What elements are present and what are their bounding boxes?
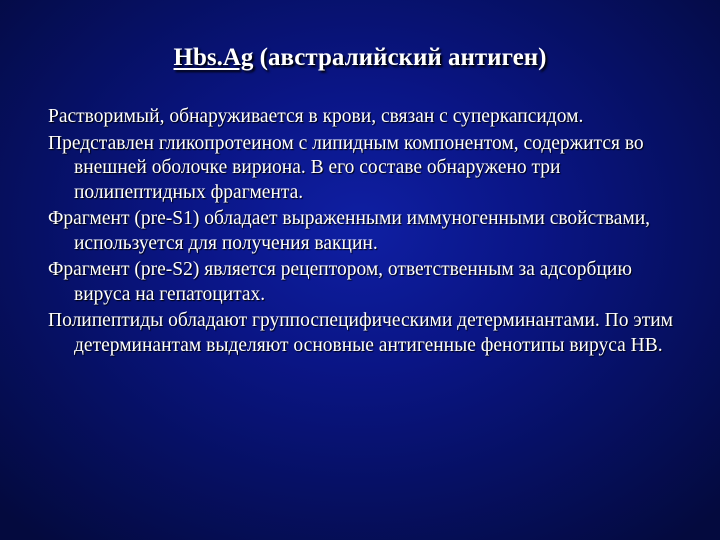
- paragraph-pre-s1: Фрагмент (pre-S1) обладает выраженными иммуногенными свойствами, используется для получения вакцин.: [48, 208, 651, 254]
- paragraph-pre-s2: Фрагмент (pre-S2) является рецептором, ответственным за адсорбцию вируса на гепатоцитах.: [48, 259, 632, 305]
- paragraph-glycoprotein: Представлен гликопротеином с липидным компонентом, содержится во внешней оболочке вириона. В его составе обнаружено три полипептидных фрагмента.: [48, 132, 644, 203]
- slide-body: [48, 105, 688, 360]
- paragraph-soluble: Растворимый, обнаруживается в крови, связан с суперкапсидом.: [48, 106, 584, 127]
- title-abbreviation: Hbs.Ag: [173, 44, 254, 71]
- slide-title: [0, 42, 720, 74]
- paragraph-determinants: Полипептиды обладают группоспецифическими детерминантами. По этим детерминантам выделяют основные антигенные фенотипы вируса НВ.: [48, 310, 673, 356]
- title-text: (австралийский антиген): [253, 44, 547, 71]
